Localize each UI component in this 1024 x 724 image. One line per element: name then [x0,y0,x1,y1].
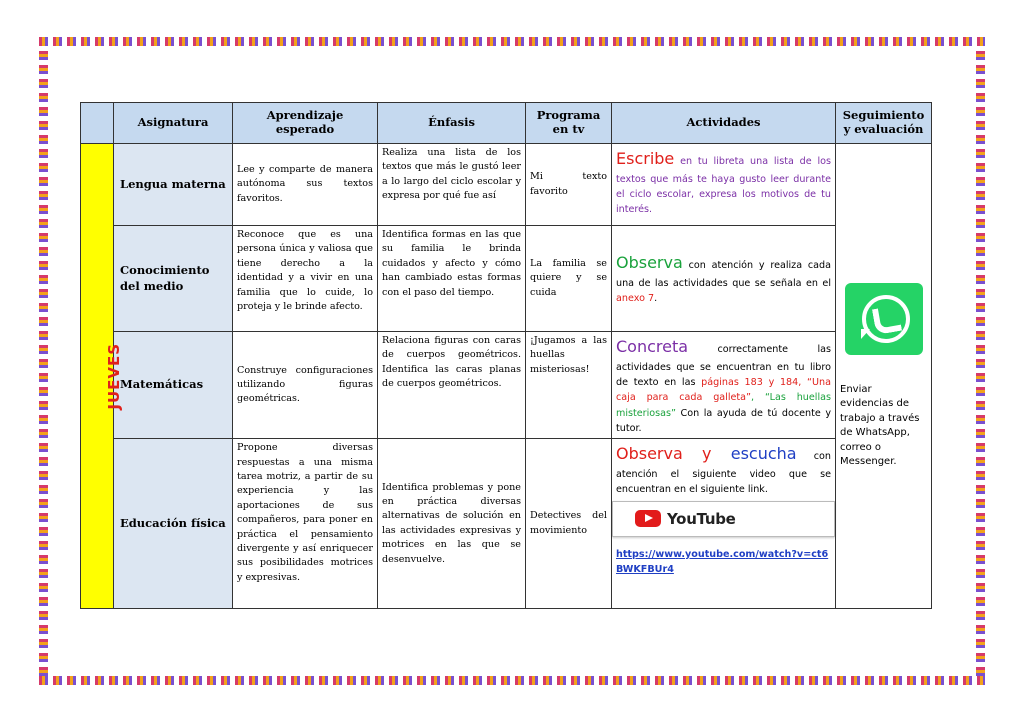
activity-text: en tu libreta una lista de los textos que más te haya gusto leer durante el ciclo escolar, expresa los motivos de tu interés. [616,156,831,216]
aprendizaje-cell: Construye configuraciones utilizando figuras geométricas. [233,332,378,439]
header-programa: Programa en tv [526,103,612,144]
whatsapp-icon [845,283,923,355]
activity-lesson: “Las huellas misteriosas” [616,392,831,419]
table-row [81,144,932,226]
day-label-cell [81,144,124,609]
aprendizaje-cell: Lee y comparte de manera autónoma sus textos favoritos. [233,144,378,226]
activity-verb: Escribe [616,149,675,168]
header-seguimiento: Seguimiento y evaluación [836,103,932,144]
subject-cell: Matemáticas [114,332,233,439]
seguimiento-cell [836,144,932,609]
corner-cell [81,103,114,144]
seguimiento-text: Enviar evidencias de trabajo a través de WhatsApp, correo o Messenger. [840,383,920,468]
programa-cell: La familia se quiere y se cuida [526,226,612,332]
activity-text: con atención y realiza cada una de las actividades que se señala en el [616,260,831,289]
header-enfasis: Énfasis [378,103,526,144]
aprendizaje-cell: Reconoce que es una persona única y valiosa que tiene derecho a la identidad y a vivir en una familia que lo cuide, lo proteja y le brinde afecto. [233,226,378,332]
youtube-label: YouTube [667,509,736,528]
activity-verb: Concreta [616,337,689,356]
activity-lesson: “Una caja para cada galleta” [616,376,831,404]
enfasis-cell: Realiza una lista de los textos que más le gustó leer a lo largo del ciclo escolar y expresa por qué fue así [378,144,526,226]
day-label: JUEVES [105,342,124,410]
activity-verb: escucha [730,444,797,464]
activity-text: con atención el siguiente video que se encuentran en el siguiente link. [616,451,831,496]
table-row [81,439,932,609]
programa-cell: Detectives del movimiento [526,439,612,609]
header-row [81,103,932,144]
video-link[interactable]: https://www.youtube.com/watch?v=ct6BWKFBUr4 [616,548,829,575]
activity-annex: anexo 7 [616,293,655,305]
header-aprendizaje: Aprendizaje esperado [233,103,378,144]
actividad-cell: Observa con atención y realiza cada una de las actividades que se señala en el anexo 7. [612,226,836,332]
subject-cell: Educación física [114,439,233,609]
subject-cell: Conocimiento del medio [114,226,233,332]
enfasis-cell: Identifica problemas y pone en práctica diversas alternativas de solución en las actividades expresivas y motrices en las que se desenvuelve. [378,439,526,609]
aprendizaje-cell: Propone diversas respuestas a una misma tarea motriz, a partir de su experiencia y las aportaciones de sus compañeros, para poner en práctica el pensamiento divergente y así enriquecer sus posibilidades motrices y expresivas. [233,439,378,609]
enfasis-cell: Relaciona figuras con caras de cuerpos geométricos. Identifica las caras planas de cuerpos geométricos. [378,332,526,439]
programa-cell: ¡Jugamos a las huellas misteriosas! [526,332,612,439]
actividad-cell: Concreta correctamente las actividades que se encuentran en tu libro de texto en las páginas 183 y 184, “Una caja para cada galleta”, “Las huellas misteriosas” Con la ayuda de tú docente y tutor. [612,332,836,439]
subject-cell: Lengua materna [114,144,233,226]
activity-pages: páginas 183 y 184 [701,376,799,388]
programa-cell: Mi texto favorito [526,144,612,226]
header-asignatura: Asignatura [114,103,233,144]
table-row [81,226,932,332]
lesson-plan-table [80,102,932,609]
activity-verb: Observa [616,444,683,464]
youtube-icon [635,510,661,527]
youtube-banner[interactable] [612,501,835,537]
actividad-cell [612,144,836,226]
header-actividades: Actividades [612,103,836,144]
enfasis-cell: Identifica formas en las que su familia le brinda cuidados y afecto y cómo han cambiado estas formas con el paso del tiempo. [378,226,526,332]
actividad-cell: Observa y escucha con atención el siguiente video que se encuentran en el siguiente link. YouTube https://www.youtube.com/watch?v=ct6BWKFBUr4 [612,439,836,609]
activity-text: correctamente las actividades que se encuentran en tu libro de texto en las [616,344,831,388]
activity-verb: Observa [616,253,683,273]
table-row [81,332,932,439]
